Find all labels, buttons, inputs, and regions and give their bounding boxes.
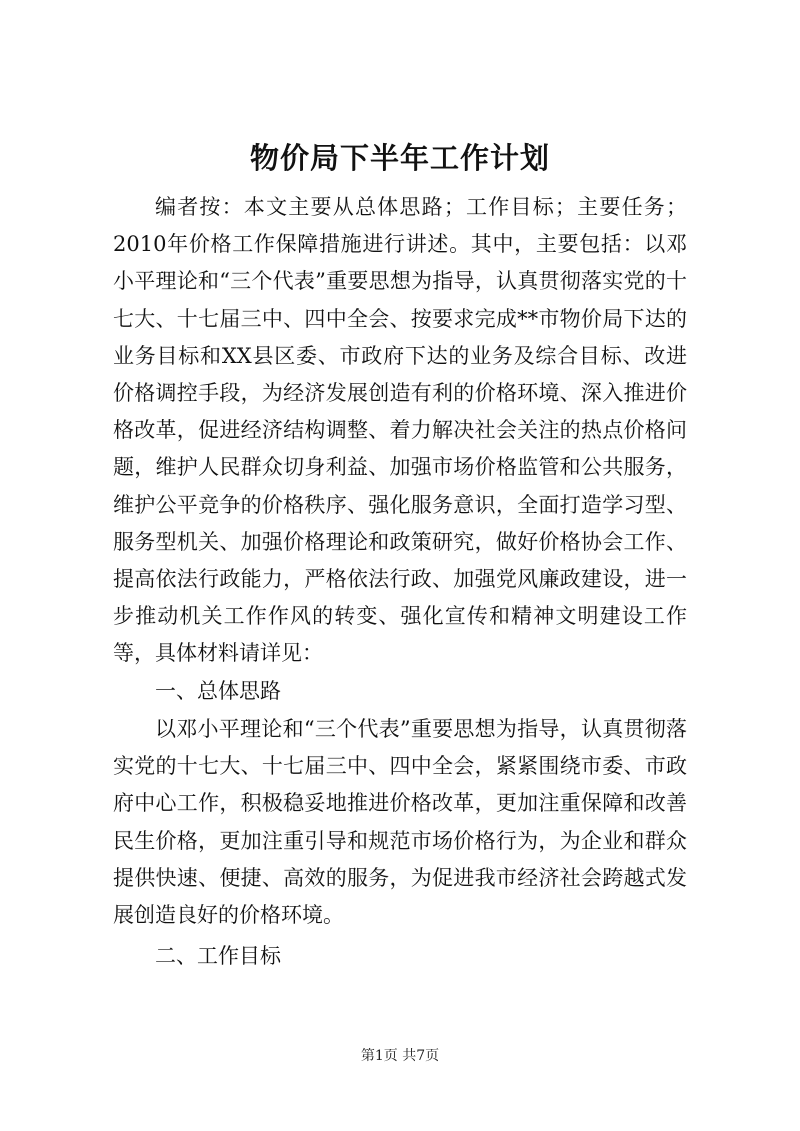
- document-title: 物价局下半年工作计划: [249, 141, 550, 175]
- page-footer: 第1页 共7页: [360, 1048, 440, 1064]
- overall-thinking-paragraph: 以邓小平理论和“三个代表”重要思想为指导，认真贯彻落实党的十七大、十七届三中、四中全会，紧紧围绕市委、市政府中心工作，积极稳妥地推进价格改革，更加注重保障和改善民生价格，更加注重引导和规范市场价格行为，为企业和群众提供快速、便捷、高效的服务，为促进我市经济社会跨越式发展创造良好的价格环境。: [113, 717, 687, 928]
- editor-note-paragraph: 编者按：本文主要从总体思路；工作目标；主要任务；2010年价格工作保障措施进行讲述。其中，主要包括：以邓小平理论和“三个代表”重要思想为指导，认真贯彻落实党的十七大、十七届三中、四中全会、按要求完成**市物价局下达的业务目标和XX县区委、市政府下达的业务及综合目标、改进价格调控手段，为经济发展创造有利的价格环境、深入推进价格改革，促进经济结构调整、着力解决社会关注的热点价格问题，维护人民群众切身利益、加强市场价格监管和公共服务，维护公平竞争的价格秩序、强化服务意识，全面打造学习型、服务型机关、加强价格理论和政策研究，做好价格协会工作、提高依法行政能力，严格依法行政、加强党风廉政建设，进一步推动机关工作作风的转变、强化宣传和精神文明建设工作等，具体材料请详见：: [113, 195, 687, 666]
- section-heading-overall-thinking: 一、总体思路: [155, 679, 281, 703]
- section-heading-work-goals: 二、工作目标: [155, 944, 281, 968]
